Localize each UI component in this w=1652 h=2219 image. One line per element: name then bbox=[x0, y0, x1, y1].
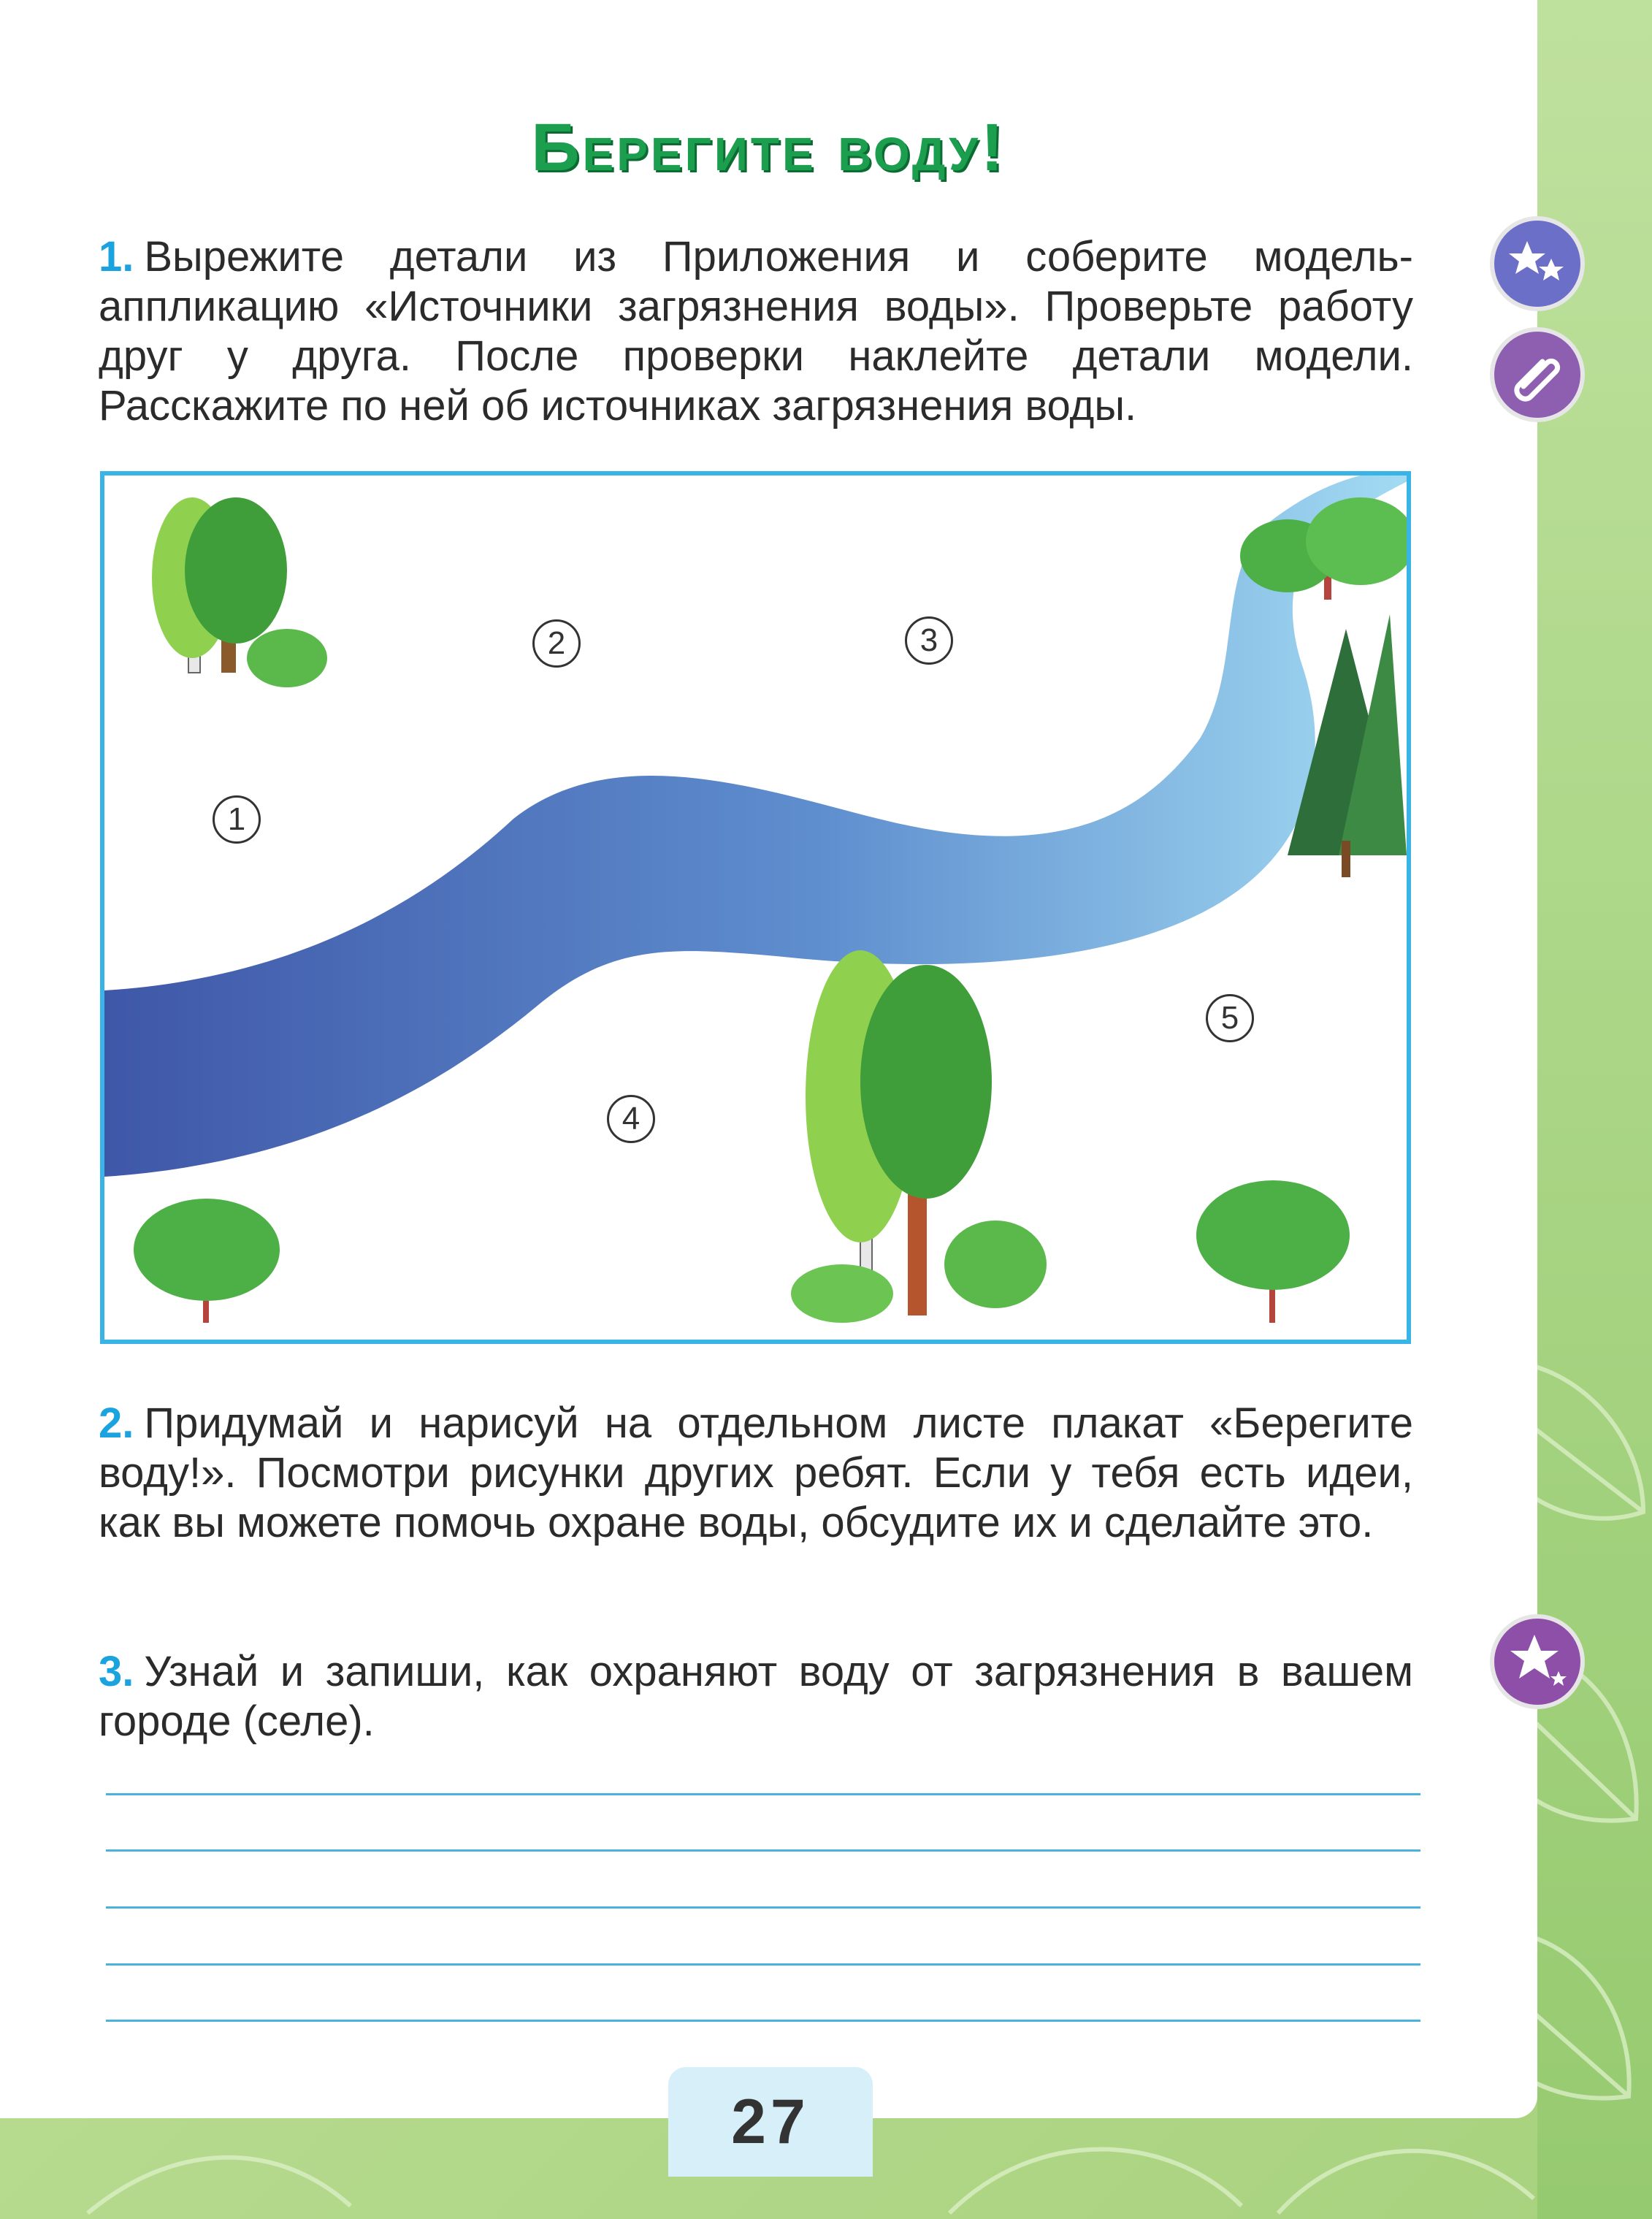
writing-line[interactable] bbox=[106, 1793, 1420, 1795]
page-title: Берегите воду! bbox=[531, 110, 1006, 185]
task-1-text: Вырежите детали из Приложения и соберите модель-аппликацию «Источники загрязнения воды». Проверьте работу друг у друга. После проверки наклейте детали модели. Расскажите по ней об источниках загрязнения воды. bbox=[99, 233, 1413, 429]
task-3 bbox=[99, 1647, 1413, 1746]
task-3-text: Узнай и запиши, как охраняют воду от загрязнения в вашем городе (селе). bbox=[99, 1648, 1413, 1745]
task-1-number: 1. bbox=[99, 233, 134, 280]
task-2-number: 2. bbox=[99, 1399, 134, 1447]
tree-group-top-left bbox=[152, 497, 327, 687]
tree-group-top-right bbox=[1240, 497, 1407, 600]
marker-4: 4 bbox=[607, 1095, 655, 1143]
task-3-number: 3. bbox=[99, 1648, 134, 1695]
task-1 bbox=[99, 232, 1413, 431]
paperclip-icon bbox=[1490, 327, 1585, 422]
river bbox=[104, 476, 1407, 1177]
marker-1: 1 bbox=[213, 795, 261, 844]
river-model-picture bbox=[100, 471, 1411, 1344]
writing-line[interactable] bbox=[106, 2020, 1420, 2022]
bush-bottom-left bbox=[134, 1199, 280, 1323]
page-number: 27 bbox=[668, 2067, 873, 2177]
tree-group-bottom-center bbox=[791, 950, 1047, 1323]
marker-2: 2 bbox=[532, 619, 581, 668]
writing-line[interactable] bbox=[106, 1906, 1420, 1909]
two-stars-icon bbox=[1490, 216, 1585, 311]
bush-bottom-right bbox=[1196, 1180, 1350, 1323]
writing-line[interactable] bbox=[106, 1849, 1420, 1852]
marker-3: 3 bbox=[905, 616, 953, 665]
river-scene bbox=[104, 476, 1407, 1340]
marker-5: 5 bbox=[1206, 994, 1254, 1042]
task-2 bbox=[99, 1399, 1413, 1548]
writing-line[interactable] bbox=[106, 1963, 1420, 1966]
task-2-text: Придумай и нарисуй на отдельном листе плакат «Берегите воду!». Посмотри рисунки других ребят. Если у тебя есть идеи, как вы можете помочь охране воды, обсудите их и сделайте это. bbox=[99, 1399, 1413, 1546]
star-icon bbox=[1490, 1614, 1585, 1709]
